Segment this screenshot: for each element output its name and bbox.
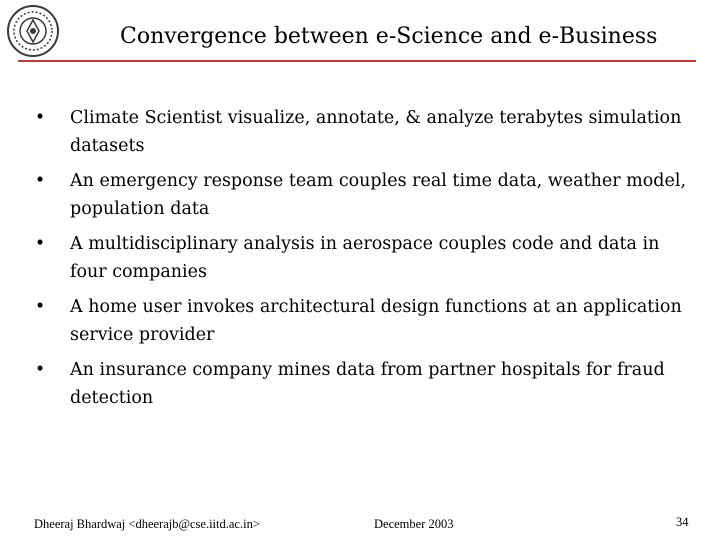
bullet-dot: • — [34, 297, 46, 317]
bullet-item — [30, 230, 700, 286]
bullet-item — [30, 104, 700, 160]
bullet-dot: • — [34, 234, 46, 254]
footer-date: December 2003 — [374, 517, 454, 531]
bullet-dot: • — [34, 360, 46, 380]
bullet-list — [30, 104, 700, 419]
footer-author: Dheeraj Bhardwaj <dheerajb@cse.iitd.ac.in> — [34, 517, 260, 531]
page-number: 34 — [676, 515, 689, 529]
bullet-text: A home user invokes architectural design functions at an application service provider — [70, 297, 682, 345]
bullet-text: Climate Scientist visualize, annotate, & analyze terabytes simulation datasets — [70, 108, 682, 156]
bullet-dot: • — [34, 171, 46, 191]
bullet-text: An insurance company mines data from partner hospitals for fraud detection — [70, 360, 665, 408]
bullet-item — [30, 293, 700, 349]
bullet-text: An emergency response team couples real time data, weather model, population data — [70, 171, 687, 219]
bullet-dot: • — [34, 108, 46, 128]
slide-title: Convergence between e-Science and e-Business — [120, 24, 658, 49]
title-underline — [18, 60, 696, 62]
bullet-text: A multidisciplinary analysis in aerospace couples code and data in four companies — [70, 234, 660, 282]
bullet-item — [30, 167, 700, 223]
bullet-item — [30, 356, 700, 412]
institute-logo-icon — [6, 4, 60, 58]
